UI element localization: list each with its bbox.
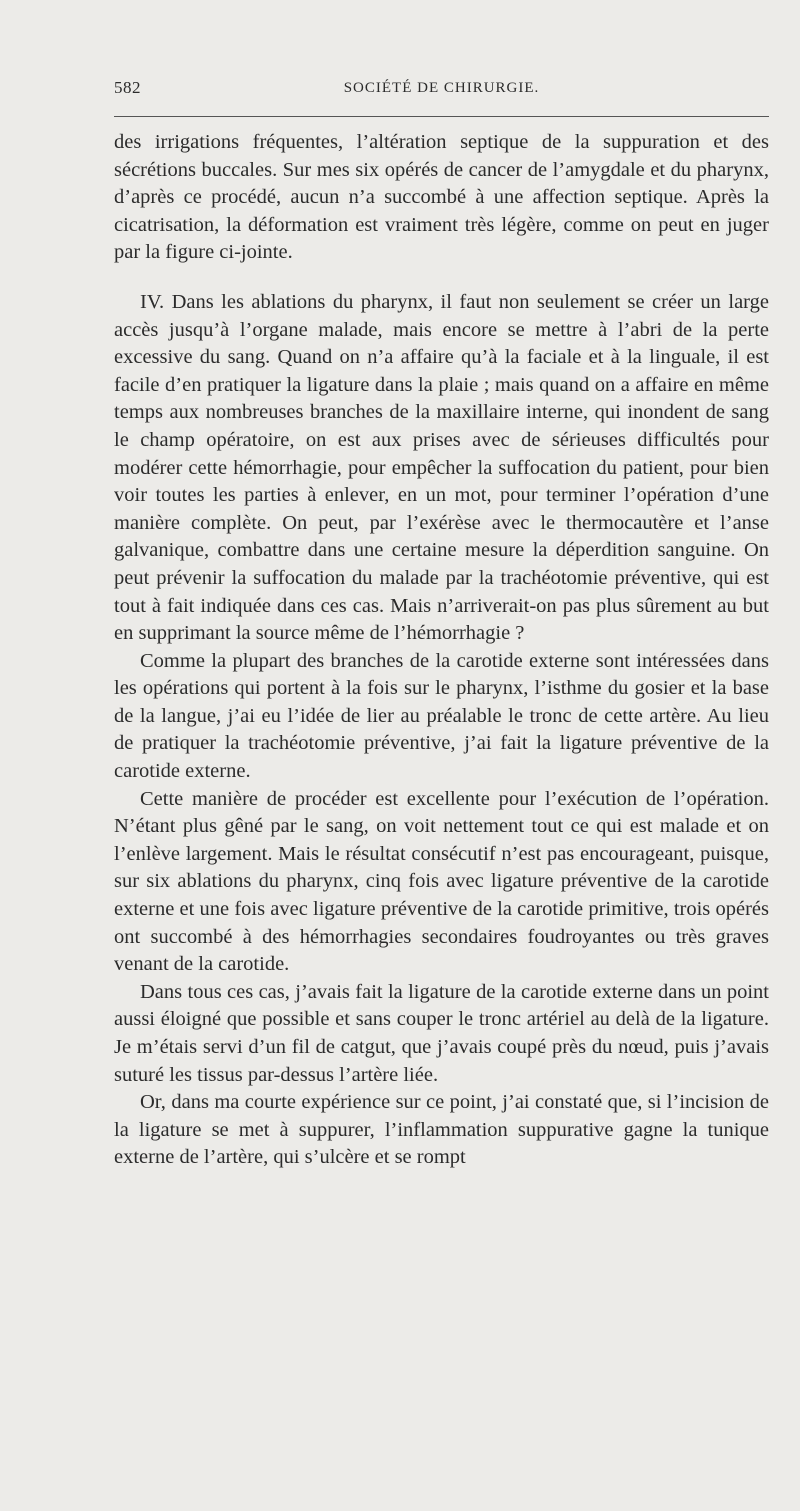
- paragraph-section-iv: IV. Dans les ablations du pharynx, il faut non seulement se créer un large accès jusqu’à l’organe malade, mais encore se mettre à l’abri de la perte excessive du sang. Quand on n’a affaire qu’à la faciale et à la linguale, il est facile d’en pratiquer la ligature dans la plaie ; mais quand on a affaire en même temps aux nombreuses branches de la maxillaire interne, qui inondent de sang le champ opératoire, on est aux prises avec de sérieuses difficultés pour modérer cette hémorrhagie, pour empêcher la suffocation du patient, pour bien voir toutes les parties à enlever, en un mot, pour terminer l’opération d’une manière complète. On peut, par l’exérèse avec le thermocautère et l’anse galvanique, combattre dans une certaine mesure la déperdition sanguine. On peut prévenir la suffocation du malade par la trachéotomie préventive, qui est tout à fait indiquée dans ces cas. Mais n’arriverait-on pas plus sûrement au but en supprimant la source même de l’hémorrhagie ?: [114, 290, 769, 645]
- book-page: [0, 76, 800, 1511]
- header-rule: [114, 116, 769, 117]
- running-head: [114, 76, 769, 110]
- paragraph-continuation: des irrigations fréquentes, l’altération septique de la suppuration et des sécrétions buccales. Sur mes six opérés de cancer de l’amygdale et du pharynx, d’après ce procédé, aucun n’a succombé à une affection septique. Après la cicatrisation, la déformation est vraiment très légère, comme on peut en juger par la figure ci-jointe.: [114, 131, 769, 264]
- paragraph-carotide: Comme la plupart des branches de la carotide externe sont intéressées dans les opérations qui portent à la fois sur le pharynx, l’isthme du gosier et la base de la langue, j’ai eu l’idée de lier au préalable le tronc de cette artère. Au lieu de pratiquer la trachéotomie préventive, j’ai fait la ligature préventive de la carotide externe.: [114, 649, 769, 783]
- paragraph-procedure: Cette manière de procéder est excellente pour l’exécution de l’opération. N’étant plus gêné par le sang, on voit nettement tout ce qui est malade et on l’enlève largement. Mais le résultat consécutif n’est pas encourageant, puisque, sur six ablations du pharynx, cinq fois avec ligature préventive de la carotide externe et une fois avec ligature préventive de la carotide primitive, trois opérés ont succombé à des hémorrhagies secondaires foudroyantes ou très graves venant de la carotide.: [114, 787, 769, 976]
- section-gap: [114, 267, 769, 289]
- paragraph-ligature: Dans tous ces cas, j’avais fait la ligature de la carotide externe dans un point aussi éloigné que possible et sans couper le tronc artériel au delà de la ligature. Je m’étais servi d’un fil de catgut, que j’avais coupé près du nœud, puis j’avais suturé les tissus par-dessus l’artère liée.: [114, 980, 769, 1086]
- paragraph-experience: Or, dans ma courte expérience sur ce point, j’ai constaté que, si l’incision de la ligature se met à suppurer, l’inflammation suppurative gagne la tunique externe de l’artère, qui s’ulcère et se rompt: [114, 1091, 769, 1169]
- page-number: 582: [114, 78, 141, 97]
- body-text: [114, 129, 769, 1172]
- running-title: SOCIÉTÉ DE CHIRURGIE.: [343, 80, 540, 96]
